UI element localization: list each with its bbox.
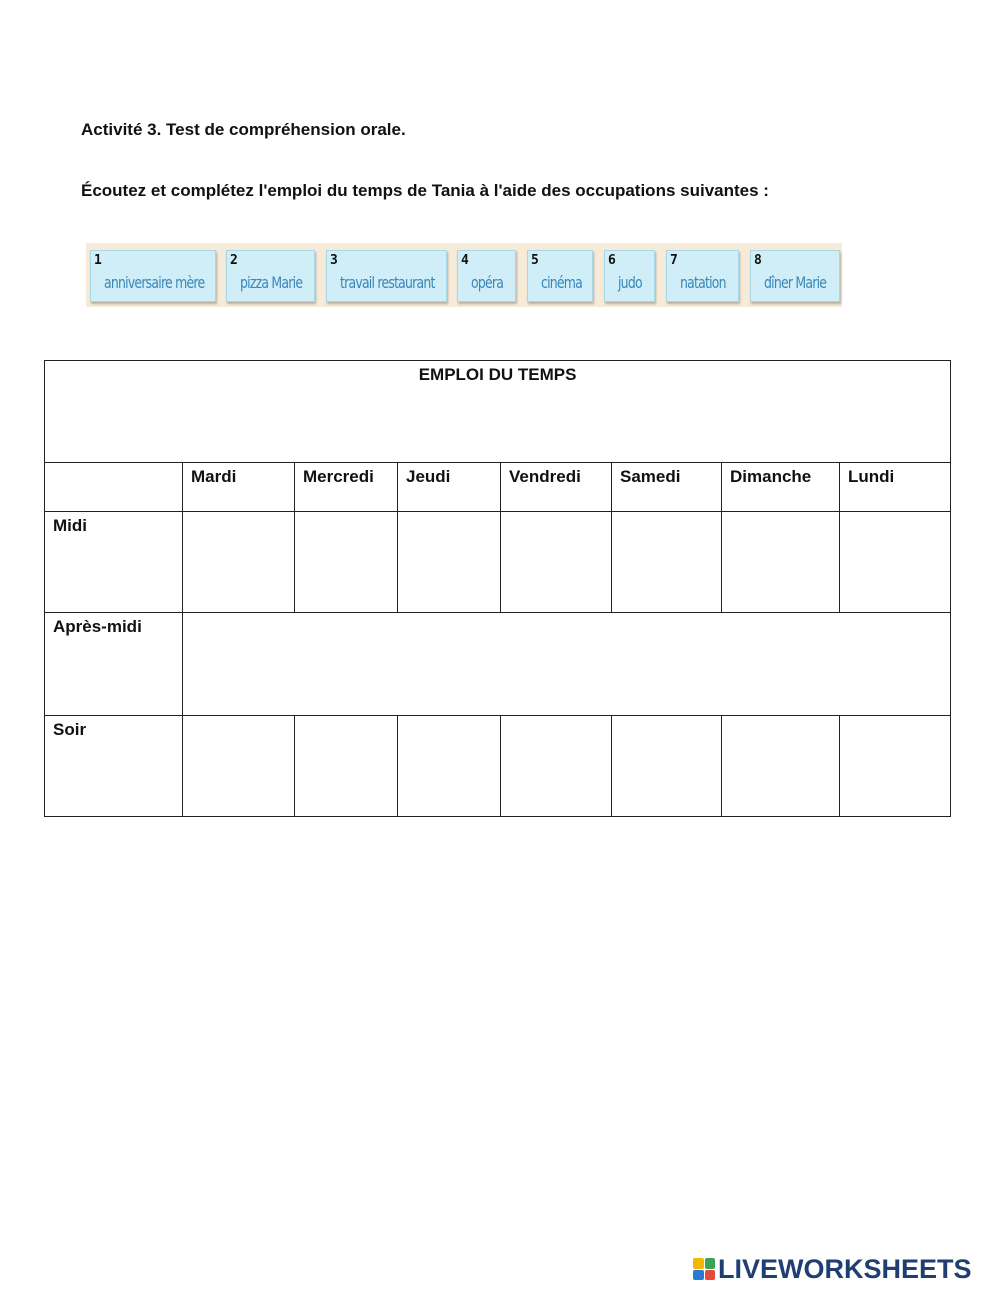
row-label-soir: Soir: [45, 716, 183, 817]
occupation-chip-3[interactable]: [326, 250, 447, 302]
drop-cell-midi-samedi[interactable]: [612, 512, 722, 613]
drop-cell-soir-jeudi[interactable]: [398, 716, 501, 817]
activity-title: Activité 3. Test de compréhension orale.: [81, 120, 406, 139]
drop-cell-soir-mercredi[interactable]: [295, 716, 398, 817]
occupation-label: anniversaire mère: [104, 273, 205, 292]
drop-cell-apres-midi[interactable]: [183, 613, 951, 716]
occupation-label: travail restaurant: [340, 273, 435, 292]
occupations-strip: [86, 243, 842, 307]
row-label-apres-midi: Après-midi: [45, 613, 183, 716]
day-header-dimanche: Dimanche: [722, 463, 840, 512]
day-header-samedi: Samedi: [612, 463, 722, 512]
occupation-number: 4: [461, 253, 469, 268]
drop-cell-midi-vendredi[interactable]: [501, 512, 612, 613]
drop-cell-midi-dimanche[interactable]: [722, 512, 840, 613]
row-label-midi: Midi: [45, 512, 183, 613]
drop-cell-midi-mercredi[interactable]: [295, 512, 398, 613]
occupation-number: 8: [754, 253, 762, 268]
drop-cell-midi-lundi[interactable]: [840, 512, 951, 613]
drop-cell-soir-lundi[interactable]: [840, 716, 951, 817]
occupation-number: 1: [94, 253, 102, 268]
occupation-chip-6[interactable]: [604, 250, 655, 302]
logo-text: LIVEWORKSHEETS: [718, 1253, 972, 1284]
schedule-table: [44, 360, 951, 817]
drop-cell-soir-vendredi[interactable]: [501, 716, 612, 817]
occupation-label: cinéma: [541, 273, 583, 292]
drop-cell-soir-mardi[interactable]: [183, 716, 295, 817]
occupation-chip-1[interactable]: [90, 250, 216, 302]
occupation-chip-2[interactable]: [226, 250, 315, 302]
day-header-vendredi: Vendredi: [501, 463, 612, 512]
occupation-number: 2: [230, 253, 238, 268]
occupation-number: 6: [608, 253, 616, 268]
instruction-text: Écoutez et complétez l'emploi du temps de Tania à l'aide des occupations suivantes :: [81, 181, 769, 200]
occupation-label: pizza Marie: [240, 273, 303, 292]
day-header-jeudi: Jeudi: [398, 463, 501, 512]
occupation-chip-8[interactable]: [750, 250, 840, 302]
occupation-number: 5: [531, 253, 539, 268]
occupation-chip-5[interactable]: [527, 250, 593, 302]
drop-cell-soir-samedi[interactable]: [612, 716, 722, 817]
day-header-mardi: Mardi: [183, 463, 295, 512]
occupation-chip-4[interactable]: [457, 250, 516, 302]
occupation-label: opéra: [471, 273, 504, 292]
drop-cell-soir-dimanche[interactable]: [722, 716, 840, 817]
drop-cell-midi-mardi[interactable]: [183, 512, 295, 613]
liveworksheets-logo: [693, 1255, 972, 1283]
corner-cell: [45, 463, 183, 512]
table-title: EMPLOI DU TEMPS: [45, 361, 951, 463]
occupation-label: judo: [618, 273, 642, 292]
drop-cell-midi-jeudi[interactable]: [398, 512, 501, 613]
day-header-lundi: Lundi: [840, 463, 951, 512]
occupation-number: 3: [330, 253, 338, 268]
occupation-number: 7: [670, 253, 678, 268]
logo-mark-icon: [693, 1258, 715, 1280]
occupation-label: natation: [680, 273, 726, 292]
day-header-mercredi: Mercredi: [295, 463, 398, 512]
occupation-chip-7[interactable]: [666, 250, 739, 302]
occupation-label: dîner Marie: [764, 273, 827, 292]
